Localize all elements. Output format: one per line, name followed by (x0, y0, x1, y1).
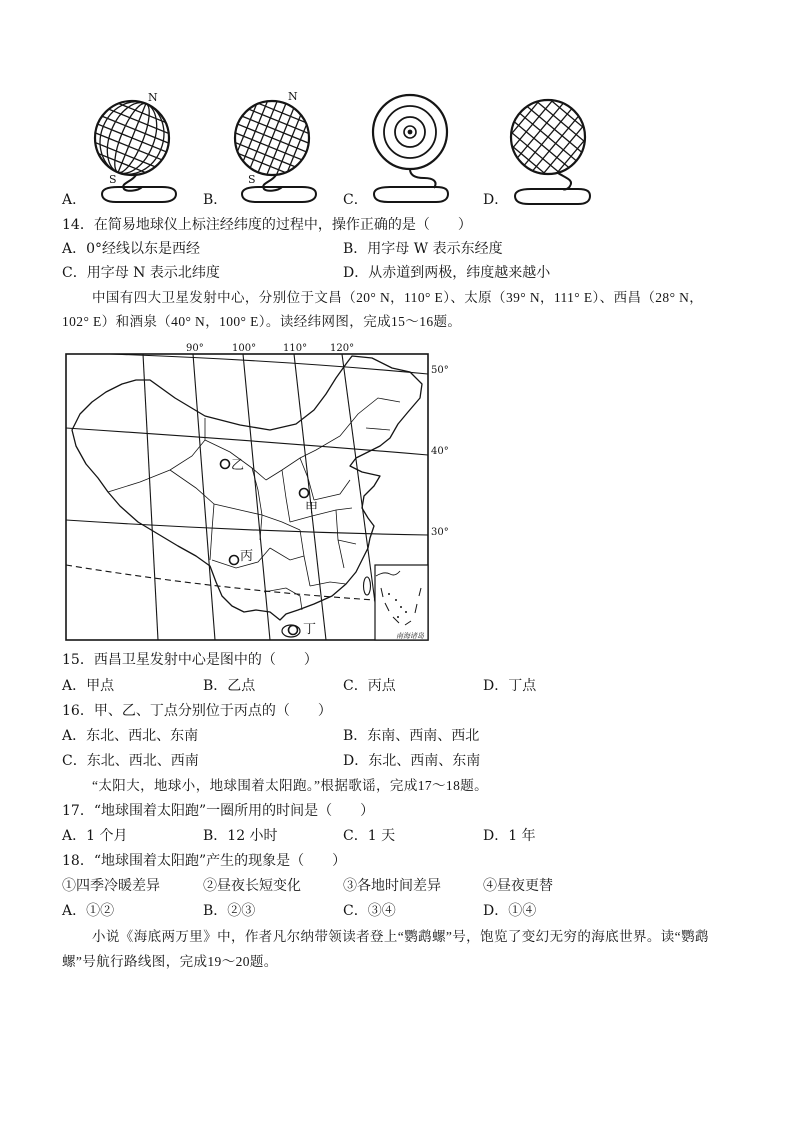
question-15-option-c: C．丙点 (343, 678, 396, 694)
question-17-option-d: D．1 年 (483, 828, 536, 844)
question-15-option-d: D．丁点 (483, 678, 537, 694)
question-18-option-b: B．②③ (203, 903, 256, 919)
question-16-option-b: B．东南、西南、西北 (343, 728, 480, 744)
question-17-option-a: A．1 个月 (62, 828, 128, 844)
question-16-option-a: A．东北、西北、东南 (62, 728, 199, 744)
globe-grid (207, 73, 337, 203)
passage-15-16-line-2: 102° E）和酒泉（40° N，100° E）。读经纬网图，完成15～16题。 (62, 314, 462, 329)
globe-option-b-label: B． (203, 192, 228, 208)
passage-17-18: “太阳大，地球小，地球围着太阳跑。”根据歌谣，完成17～18题。 (92, 778, 489, 793)
globe-stand-arm (263, 175, 282, 191)
globe-stand-base (374, 187, 448, 202)
south-pole-label: S (109, 173, 117, 186)
inset-island (388, 593, 390, 595)
inset-frame (375, 565, 428, 640)
globe-option-d (498, 92, 603, 210)
latitude-label-30: 30° (431, 527, 449, 538)
question-18-option-d: D．①④ (483, 903, 537, 919)
globe-grid (66, 75, 196, 205)
north-pole-label: N (288, 90, 298, 103)
point-jia-label: 甲 (305, 501, 319, 516)
point-yi-marker (221, 460, 230, 469)
taiwan-island (364, 577, 371, 595)
globe-option-a (82, 90, 187, 208)
passage-15-16-line-1: 中国有四大卫星发射中心，分别位于文昌（20° N，110° E）、太原（39° N，111° E）、西昌（28° N， (92, 290, 704, 305)
question-18-phenomenon-2: ②昼夜长短变化 (203, 878, 301, 894)
question-16-option-d: D．东北、西南、东南 (343, 753, 481, 769)
question-16-option-c: C．东北、西北、西南 (62, 753, 199, 769)
globe-stand-arm (410, 169, 436, 188)
question-17-option-c: C．1 天 (343, 828, 396, 844)
passage-19-20-line-1: 小说《海底两万里》中，作者凡尔纳带领读者登上“鹦鹉螺”号，饱览了变幻无穷的海底世界。读“鹦鹉 (92, 929, 709, 944)
point-yi-label: 乙 (231, 458, 245, 473)
question-17-stem: 17．“地球围着太阳跑”一圈所用的时间是（ ） (62, 803, 375, 819)
inset-island (397, 616, 399, 618)
question-15-option-a: A．甲点 (62, 678, 115, 694)
question-18-option-c: C．③④ (343, 903, 396, 919)
inset-island (395, 599, 397, 601)
globe-stand-base (515, 189, 590, 204)
question-18-phenomenon-4: ④昼夜更替 (483, 878, 553, 894)
question-14-option-a: A．0°经线以东是西经 (62, 241, 201, 257)
passage-19-20-line-2: 螺”号航行路线图，完成19～20题。 (62, 954, 278, 969)
inset-island (400, 606, 402, 608)
question-18-phenomenon-3: ③各地时间差异 (343, 878, 441, 894)
question-14-option-c: C．用字母 N 表示北纬度 (62, 265, 220, 281)
inset-label: 南海诸岛 (396, 632, 424, 640)
question-14-option-d: D．从赤道到两极，纬度越来越小 (343, 265, 551, 281)
question-18-option-a: A．①② (62, 903, 115, 919)
question-15-option-b: B．乙点 (203, 678, 256, 694)
point-bing-marker (230, 556, 239, 565)
point-ding-marker (289, 626, 298, 635)
globe-option-c (360, 90, 465, 208)
latitude-label-50: 50° (431, 365, 449, 376)
question-14-stem: 14．在简易地球仪上标注经纬度的过程中，操作正确的是（ ） (62, 217, 472, 233)
pole-dot (408, 130, 413, 135)
globe-option-a-label: A． (62, 192, 87, 208)
globe-stand-arm (123, 175, 142, 191)
longitude-label-120: 120° (330, 343, 355, 354)
question-14-option-b: B．用字母 W 表示东经度 (343, 241, 503, 257)
question-18-stem: 18．“地球围着太阳跑”产生的现象是（ ） (62, 853, 347, 869)
point-ding-label: 丁 (303, 622, 317, 637)
south-china-sea-inset (375, 565, 428, 640)
globe-option-c-label: C． (343, 192, 368, 208)
latitude-longitude-map (62, 338, 452, 644)
south-pole-label: S (248, 173, 256, 186)
north-pole-label: N (148, 91, 158, 104)
question-15-stem: 15．西昌卫星发射中心是图中的（ ） (62, 652, 318, 668)
longitude-label-90: 90° (186, 343, 204, 354)
longitude-label-100: 100° (232, 343, 257, 354)
globe-option-d-label: D． (483, 192, 509, 208)
question-16-stem: 16．甲、乙、丁点分别位于丙点的（ ） (62, 703, 332, 719)
globe-option-b (222, 88, 327, 208)
globe-stand-arm (558, 173, 571, 190)
point-bing-label: 丙 (240, 549, 254, 564)
question-17-option-b: B．12 小时 (203, 828, 278, 844)
inset-island (405, 611, 407, 613)
question-18-phenomenon-1: ①四季冷暖差异 (62, 878, 160, 894)
point-jia-marker (300, 489, 309, 498)
latitude-label-40: 40° (431, 446, 449, 457)
longitude-label-110: 110° (283, 343, 308, 354)
